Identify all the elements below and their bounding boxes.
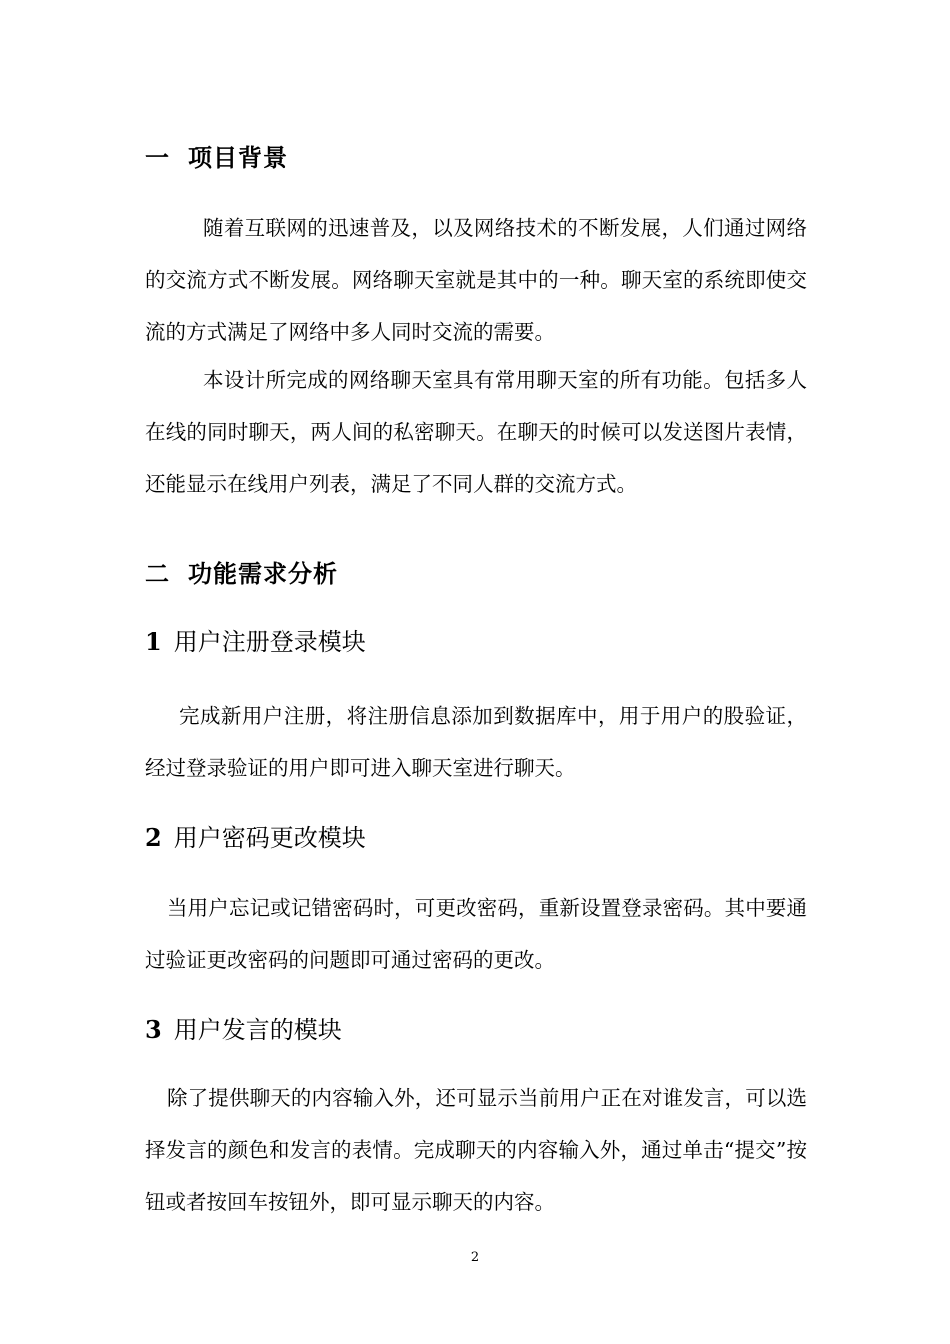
section-title: 项目背景: [188, 144, 288, 172]
subsection-number: 3: [145, 1015, 162, 1044]
speech-paragraph: 除了提供聊天的内容输入外，还可显示当前用户正在对谁发言，可以选择发言的颜色和发言的表情。完成聊天的内容输入外，通过单击“提交”按钮或者按回车按钮外，即可显示聊天的内容。: [145, 1086, 807, 1214]
section-heading-requirements: [145, 554, 338, 589]
password-change-paragraph: 当用户忘记或记错密码时，可更改密码，重新设置登录密码。其中要通过验证更改密码的问题即可通过密码的更改。: [145, 896, 807, 972]
subsection-heading-speech: [145, 1010, 342, 1045]
register-login-paragraph: 完成新用户注册，将注册信息添加到数据库中，用于用户的股验证，经过登录验证的用户即可进入聊天室进行聊天。: [145, 704, 807, 780]
section-heading-background: [145, 138, 288, 173]
subsection-number: 1: [145, 627, 162, 656]
subsection-heading-password-change: [145, 818, 366, 853]
background-paragraph-2: 本设计所完成的网络聊天室具有常用聊天室的所有功能。包括多人在线的同时聊天，两人间的私密聊天。在聊天的时候可以发送图片表情，还能显示在线用户列表，满足了不同人群的交流方式。: [145, 368, 807, 496]
subsection-title: 用户注册登录模块: [173, 628, 366, 656]
subsection-title: 用户密码更改模块: [173, 824, 366, 852]
section-title: 功能需求分析: [188, 560, 338, 588]
subsection-title: 用户发言的模块: [173, 1016, 342, 1044]
section-number: 一: [145, 144, 170, 172]
section-number: 二: [145, 560, 170, 588]
subsection-heading-register-login: [145, 622, 366, 657]
page-number: 2: [470, 1250, 480, 1265]
background-paragraph-1: 随着互联网的迅速普及，以及网络技术的不断发展，人们通过网络的交流方式不断发展。网络聊天室就是其中的一种。聊天室的系统即使交流的方式满足了网络中多人同时交流的需要。: [145, 216, 807, 344]
subsection-number: 2: [145, 823, 162, 852]
